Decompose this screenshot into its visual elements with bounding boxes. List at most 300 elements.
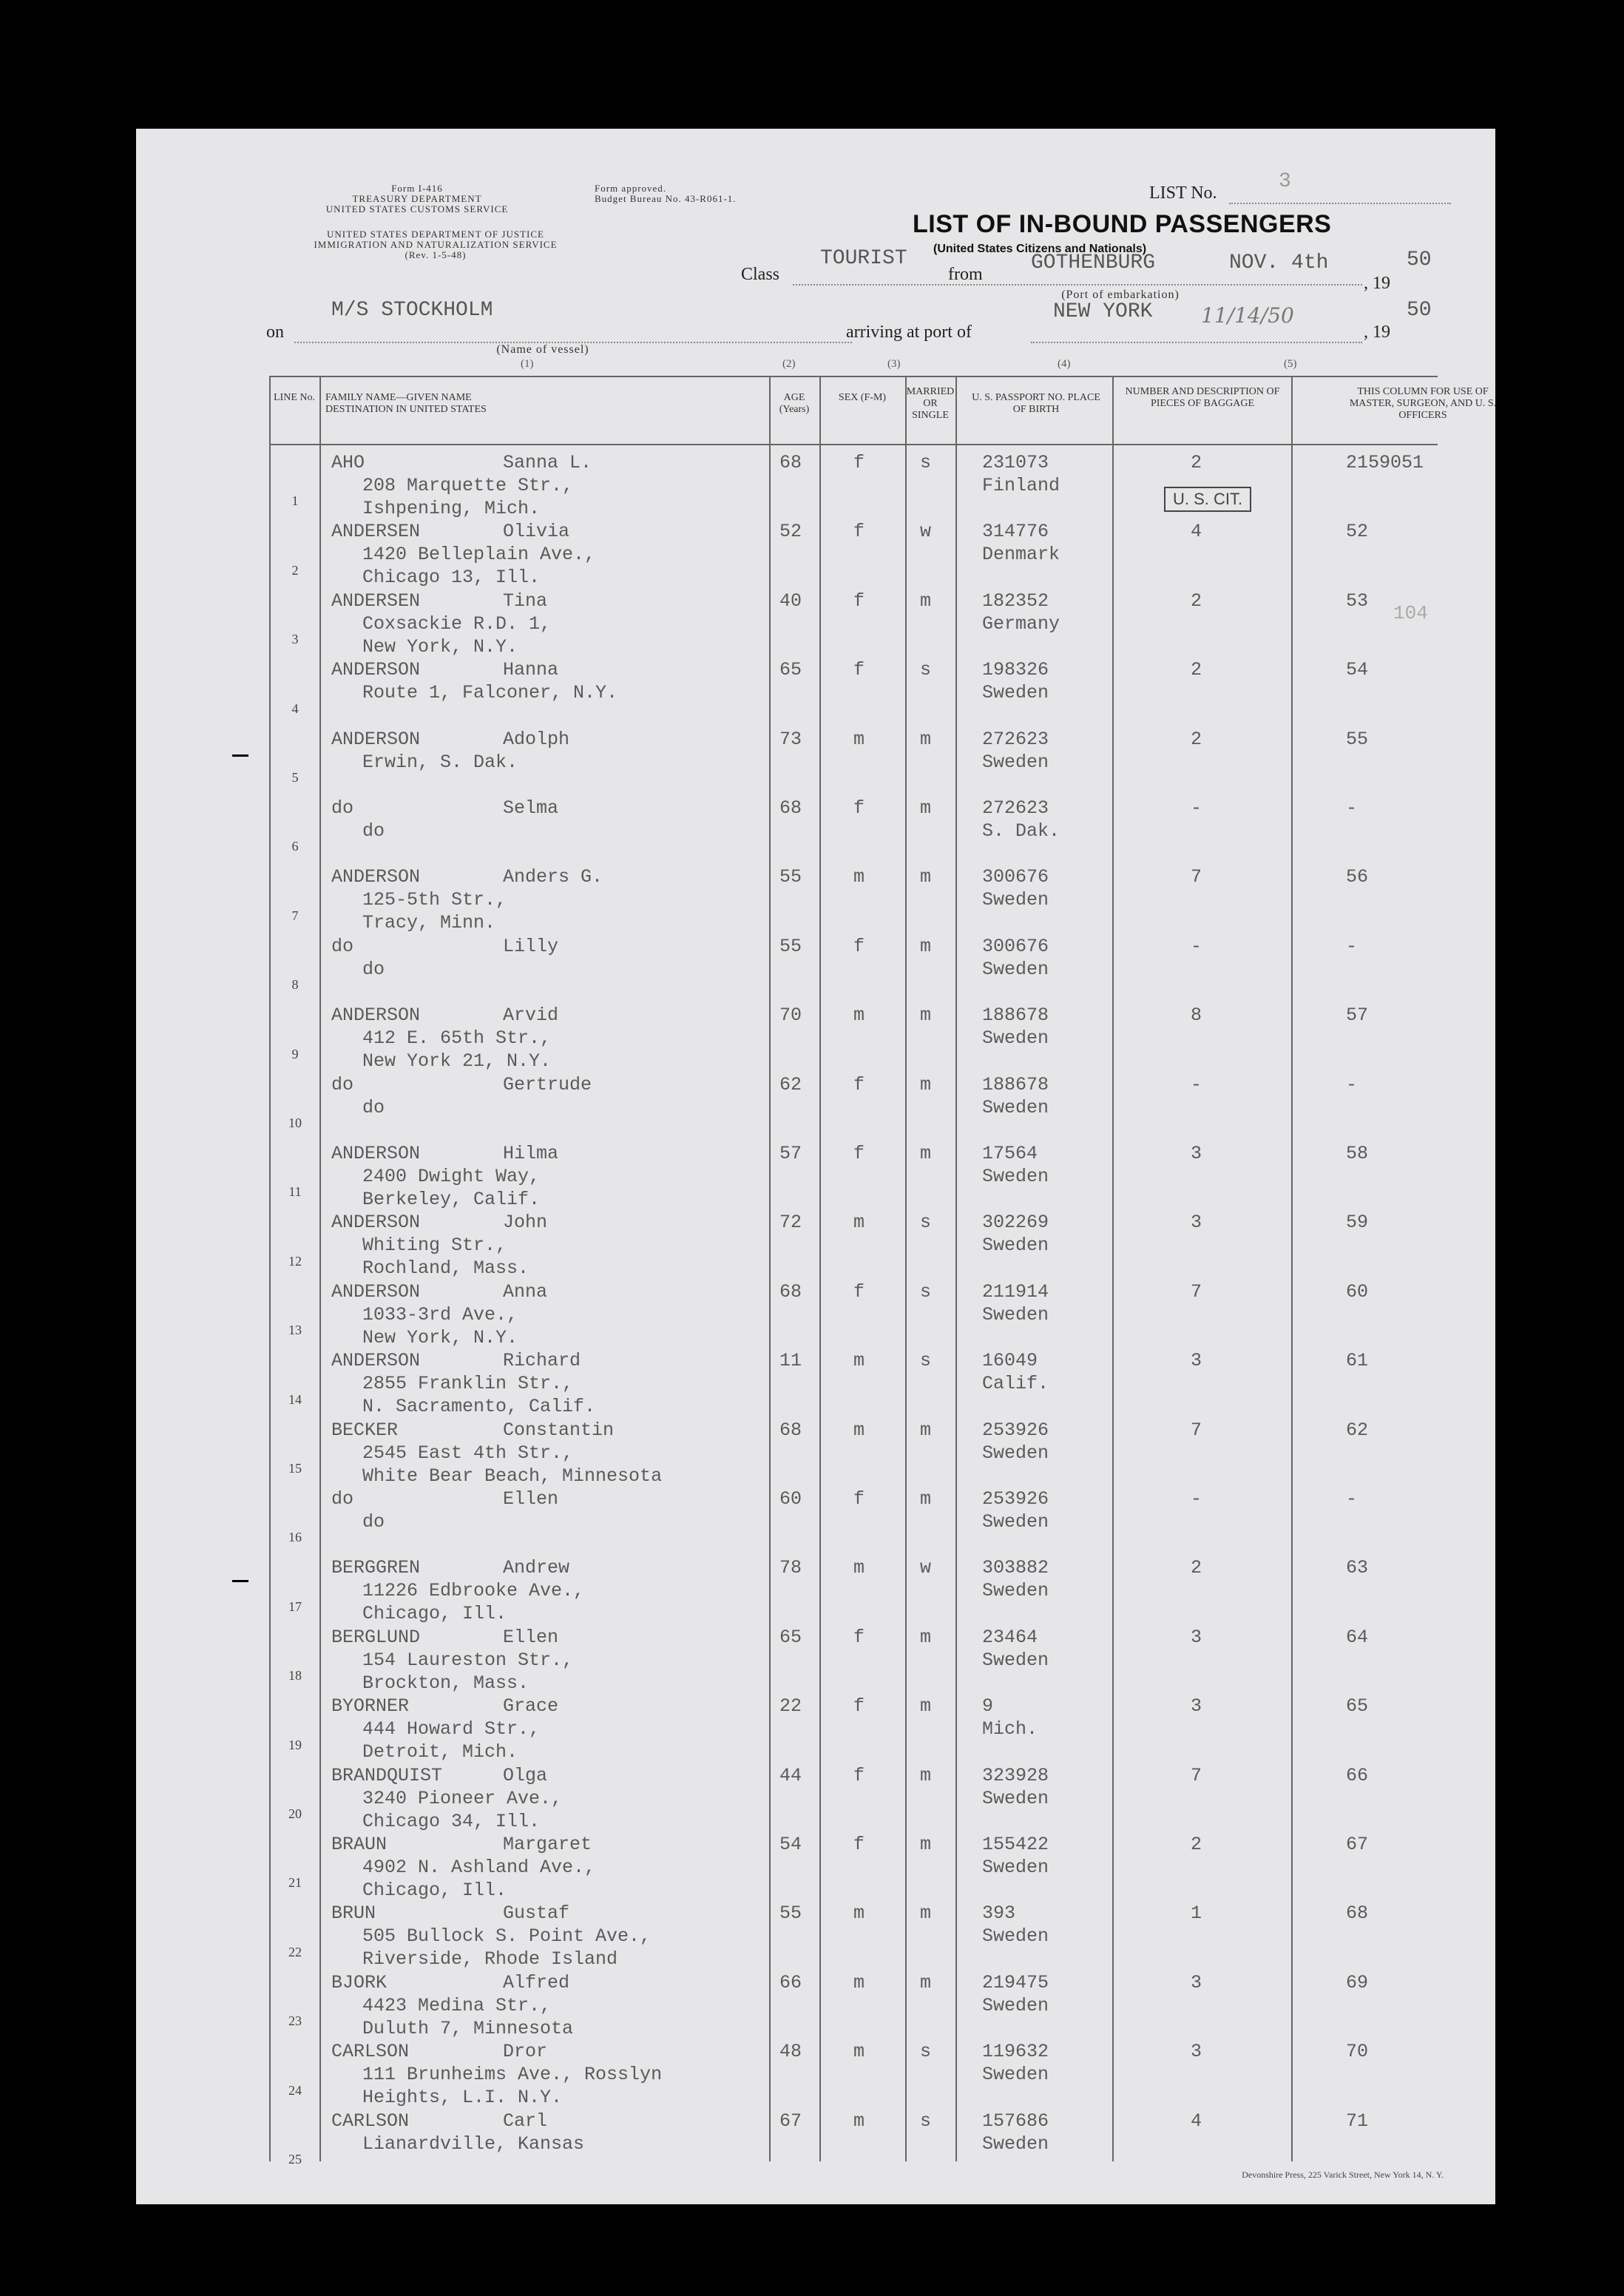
cell-given: Margaret <box>503 1834 592 1855</box>
table-row <box>269 996 1438 1073</box>
cell-dest1: 111 Brunheims Ave., Rosslyn <box>362 2064 663 2086</box>
cell-given: Selma <box>503 797 559 819</box>
cell-dest1: 4423 Medina Str., <box>362 1994 552 2016</box>
line-number: 7 <box>291 908 299 923</box>
cell-given: Olivia <box>503 521 570 543</box>
cell-sex: f <box>853 1626 865 1648</box>
cell-passport: 16049 <box>982 1350 1038 1372</box>
cell-baggage: 7 <box>1191 1280 1202 1303</box>
cell-passport: 182352 <box>982 590 1049 612</box>
cell-family: CARLSON <box>331 2041 410 2063</box>
port-value: NEW YORK <box>1053 300 1153 323</box>
line-number: 20 <box>288 1806 302 1821</box>
cell-birth: Calif. <box>982 1373 1049 1395</box>
cell-given: Richard <box>503 1350 581 1372</box>
line-number: 21 <box>288 1875 302 1891</box>
cell-family: BECKER <box>331 1419 399 1441</box>
list-no-value: 3 <box>1279 170 1291 193</box>
cell-family: do <box>331 935 354 957</box>
cell-age: 55 <box>779 1902 802 1925</box>
cell-age: 40 <box>779 590 802 612</box>
class-label: Class <box>741 265 780 284</box>
cell-family: ANDERSEN <box>331 590 421 612</box>
cell-officer: 60 <box>1346 1280 1369 1303</box>
cell-married: s <box>920 2041 932 2063</box>
cell-birth: Sweden <box>982 1027 1049 1050</box>
cell-given: Ellen <box>503 1488 559 1510</box>
cell-family: BYORNER <box>331 1695 410 1718</box>
table-row <box>269 1894 1438 1971</box>
table-top-rule <box>269 376 1438 377</box>
cell-age: 78 <box>779 1557 802 1579</box>
cell-family: do <box>331 1073 354 1095</box>
cell-family: ANDERSON <box>331 1143 421 1164</box>
cell-family: ANDERSON <box>331 1004 421 1027</box>
cell-given: Adolph <box>503 728 570 750</box>
handwritten-date: 11/14/50 <box>1201 303 1294 328</box>
cell-given: Olga <box>503 1764 548 1786</box>
cell-officer: 63 <box>1346 1557 1369 1579</box>
cell-married: m <box>920 1695 932 1718</box>
cell-birth: Sweden <box>982 2064 1049 2086</box>
cell-passport: 157686 <box>982 2110 1049 2132</box>
cell-given: John <box>503 1212 548 1234</box>
table-row <box>269 1135 1438 1210</box>
cell-officer: 61 <box>1346 1350 1369 1372</box>
line-number: 25 <box>288 2152 302 2167</box>
cell-family: BJORK <box>331 1971 388 1993</box>
cell-officer: 52 <box>1346 521 1369 543</box>
cell-dest1: 444 Howard Str., <box>362 1718 541 1740</box>
line-number: 13 <box>288 1323 302 1338</box>
margin-tick <box>232 754 248 757</box>
table-row <box>269 582 1438 658</box>
line-number: 5 <box>291 770 299 785</box>
cell-married: m <box>920 935 932 957</box>
cell-passport: 17564 <box>982 1143 1038 1164</box>
cell-officer: 67 <box>1346 1834 1369 1855</box>
cell-married: m <box>920 728 932 750</box>
arriving-label: arriving at port of <box>846 323 972 342</box>
cell-birth: Sweden <box>982 2133 1049 2155</box>
cell-married: m <box>920 1488 932 1510</box>
cell-age: 70 <box>779 1004 802 1027</box>
cell-dest1: 2855 Franklin Str., <box>362 1373 574 1395</box>
column-number-3: (3) <box>887 358 901 370</box>
cell-birth: Sweden <box>982 1925 1049 1948</box>
on-label: on <box>266 323 284 342</box>
cell-family: do <box>331 1488 354 1510</box>
cell-officer: 70 <box>1346 2041 1369 2063</box>
cell-sex: f <box>853 1764 865 1786</box>
cell-birth: Sweden <box>982 1787 1049 1809</box>
table-row <box>269 928 1438 996</box>
cell-dest2: Riverside, Rhode Island <box>362 1948 618 1971</box>
cell-dest1: do <box>362 1096 385 1118</box>
cell-birth: Sweden <box>982 1857 1049 1878</box>
cell-dest1: 11226 Edbrooke Ave., <box>362 1580 585 1602</box>
cell-sex: m <box>853 1350 865 1372</box>
ins: IMMIGRATION AND NATURALIZATION SERVICE <box>314 239 558 250</box>
cell-dest1: 2545 East 4th Str., <box>362 1442 574 1464</box>
cell-dest2: Chicago 34, Ill. <box>362 1810 541 1832</box>
list-no-line <box>1229 203 1451 204</box>
cell-married: w <box>920 1557 932 1579</box>
cell-given: Ellen <box>503 1626 559 1648</box>
cell-birth: Sweden <box>982 1649 1049 1671</box>
cell-birth: Sweden <box>982 889 1049 911</box>
cell-dest2: Chicago 13, Ill. <box>362 567 541 589</box>
year-label-2: , 19 <box>1364 323 1390 342</box>
line-number: 14 <box>288 1391 302 1407</box>
cell-family: BERGGREN <box>331 1557 421 1579</box>
cell-dest2: Berkeley, Calif. <box>362 1189 541 1210</box>
cell-birth: Finland <box>982 475 1060 496</box>
cell-dest2: Heights, L.I. N.Y. <box>362 2087 563 2109</box>
cell-passport: 155422 <box>982 1834 1049 1855</box>
cell-baggage: 3 <box>1191 1143 1202 1164</box>
cell-married: s <box>920 1212 932 1234</box>
cell-dest1: 154 Laureston Str., <box>362 1649 574 1671</box>
cell-given: Gertrude <box>503 1073 592 1095</box>
header-line-no: LINE No. <box>274 392 315 403</box>
line-number: 24 <box>288 2082 302 2098</box>
cell-married: m <box>920 1626 932 1648</box>
cell-baggage: 8 <box>1191 1004 1202 1027</box>
cell-age: 52 <box>779 521 802 543</box>
voyage-date: NOV. 4th <box>1229 251 1329 274</box>
cell-sex: f <box>853 1695 865 1718</box>
cell-baggage: 2 <box>1191 1834 1202 1855</box>
cell-age: 72 <box>779 1212 802 1234</box>
cell-officer: 68 <box>1346 1902 1369 1925</box>
cell-married: m <box>920 1834 932 1855</box>
form-approved: Form approved. <box>595 183 667 194</box>
line-number: 2 <box>291 562 299 578</box>
cell-married: m <box>920 1764 932 1786</box>
cell-dest2: Duluth 7, Minnesota <box>362 2017 574 2039</box>
cell-family: BRUN <box>331 1902 376 1925</box>
cell-dest1: Route 1, Falconer, N.Y. <box>362 682 618 704</box>
form-number: Form I-416 <box>391 183 443 194</box>
table-row <box>269 789 1438 858</box>
cell-sex: f <box>853 1143 865 1164</box>
cell-baggage: 4 <box>1191 521 1202 543</box>
cell-given: Constantin <box>503 1419 615 1441</box>
table-row <box>269 513 1438 589</box>
cell-married: m <box>920 866 932 888</box>
cell-married: m <box>920 1902 932 1925</box>
cell-passport: 323928 <box>982 1764 1049 1786</box>
cell-dest1: 412 E. 65th Str., <box>362 1027 552 1050</box>
cell-dest2: Rochland, Mass. <box>362 1257 530 1280</box>
cell-age: 66 <box>779 1971 802 1993</box>
cell-dest2: N. Sacramento, Calif. <box>362 1396 596 1418</box>
cell-given: Andrew <box>503 1557 570 1579</box>
cell-baggage: - <box>1191 935 1202 957</box>
vessel-value: M/S STOCKHOLM <box>331 299 493 322</box>
line-number: 11 <box>288 1184 302 1200</box>
table-row <box>269 1203 1438 1280</box>
cell-baggage: 3 <box>1191 1212 1202 1234</box>
cell-passport: 188678 <box>982 1004 1049 1027</box>
cell-family: ANDERSON <box>331 866 421 888</box>
cell-officer: - <box>1346 935 1358 957</box>
rev-date: (Rev. 1-5-48) <box>405 249 467 260</box>
cell-age: 62 <box>779 1073 802 1095</box>
cell-birth: Sweden <box>982 751 1049 773</box>
port-line <box>1031 342 1362 343</box>
header-married: MARRIED OR SINGLE <box>906 386 955 421</box>
cell-married: m <box>920 1143 932 1164</box>
cell-birth: Mich. <box>982 1718 1038 1740</box>
cell-passport: 314776 <box>982 521 1049 543</box>
cell-dest2: New York 21, N.Y. <box>362 1050 552 1073</box>
cell-passport: 253926 <box>982 1488 1049 1510</box>
cell-given: Gustaf <box>503 1902 570 1925</box>
cell-baggage: - <box>1191 1488 1202 1510</box>
cell-sex: m <box>853 1212 865 1234</box>
table-row <box>269 1687 1438 1763</box>
cell-officer: - <box>1346 1488 1358 1510</box>
cell-family: ANDERSEN <box>331 521 421 543</box>
cell-married: m <box>920 590 932 612</box>
from-label: from <box>948 265 983 284</box>
cell-baggage: 2 <box>1191 728 1202 750</box>
cell-sex: f <box>853 1834 865 1855</box>
cell-baggage: 4 <box>1191 2110 1202 2132</box>
line-number: 4 <box>291 700 299 716</box>
line-number: 8 <box>291 977 299 993</box>
cell-age: 68 <box>779 797 802 819</box>
cell-sex: f <box>853 659 865 681</box>
cell-officer: 69 <box>1346 1971 1369 1993</box>
cell-married: m <box>920 1004 932 1027</box>
port-embark-label: (Port of embarkation) <box>1061 288 1180 301</box>
line-number: 9 <box>291 1046 299 1061</box>
cell-age: 57 <box>779 1143 802 1164</box>
cell-dest1: 208 Marquette Str., <box>362 475 574 496</box>
cell-passport: 272623 <box>982 728 1049 750</box>
cell-dest1: 3240 Pioneer Ave., <box>362 1787 563 1809</box>
line-number: 18 <box>288 1668 302 1684</box>
cell-officer: 56 <box>1346 866 1369 888</box>
margin-tick <box>232 1580 248 1582</box>
cell-dest1: Erwin, S. Dak. <box>362 751 518 773</box>
cell-age: 65 <box>779 659 802 681</box>
cell-age: 60 <box>779 1488 802 1510</box>
cell-baggage: 3 <box>1191 2041 1202 2063</box>
cell-family: ANDERSON <box>331 659 421 681</box>
cell-family: do <box>331 797 354 819</box>
table-row <box>269 1480 1438 1549</box>
cell-sex: m <box>853 1004 865 1027</box>
cell-married: w <box>920 521 932 543</box>
from-value: GOTHENBURG <box>1031 251 1156 274</box>
cell-dest2: Tracy, Minn. <box>362 912 496 934</box>
cell-age: 65 <box>779 1626 802 1648</box>
cell-passport: 300676 <box>982 935 1049 957</box>
year-value-2: 50 <box>1407 299 1432 322</box>
cell-age: 11 <box>779 1350 802 1372</box>
cell-married: s <box>920 659 932 681</box>
cell-dest2: Brockton, Mass. <box>362 1672 530 1694</box>
year-label-1: , 19 <box>1364 274 1390 293</box>
citizen-stamp: U. S. CIT. <box>1164 487 1251 512</box>
cell-family: ANDERSON <box>331 1212 421 1234</box>
cell-baggage: 2 <box>1191 659 1202 681</box>
table-row <box>269 858 1438 934</box>
cell-sex: f <box>853 521 865 543</box>
cell-family: ANDERSON <box>331 728 421 750</box>
line-number: 22 <box>288 1944 302 1959</box>
cell-passport: 393 <box>982 1902 1016 1925</box>
cell-dest2: New York, N.Y. <box>362 1326 518 1348</box>
page-title: LIST OF IN-BOUND PASSENGERS <box>913 210 1332 238</box>
cell-passport: 303882 <box>982 1557 1049 1579</box>
cell-given: Hanna <box>503 659 559 681</box>
cell-officer: 55 <box>1346 728 1369 750</box>
cell-married: s <box>920 2110 932 2132</box>
cell-age: 48 <box>779 2041 802 2063</box>
cell-officer: 66 <box>1346 1764 1369 1786</box>
cell-dest1: Coxsackie R.D. 1, <box>362 612 552 635</box>
cell-baggage: 7 <box>1191 866 1202 888</box>
line-number: 19 <box>288 1737 302 1752</box>
cell-dest1: Whiting Str., <box>362 1235 507 1257</box>
cell-married: s <box>920 1350 932 1372</box>
table-row <box>269 1342 1438 1418</box>
from-line <box>997 284 1362 286</box>
table-row <box>269 1826 1438 1901</box>
header-name: FAMILY NAME—GIVEN NAME DESTINATION IN UNITED STATES <box>325 392 487 415</box>
cell-birth: Denmark <box>982 544 1060 566</box>
cell-dest1: 125-5th Str., <box>362 889 507 911</box>
cell-baggage: 3 <box>1191 1695 1202 1718</box>
cell-sex: m <box>853 1557 865 1579</box>
cell-age: 68 <box>779 1280 802 1303</box>
line-number: 3 <box>291 632 299 647</box>
cell-baggage: 1 <box>1191 1902 1202 1925</box>
cell-sex: f <box>853 797 865 819</box>
cell-dest2: Chicago, Ill. <box>362 1603 507 1625</box>
table-row <box>269 1757 1438 1832</box>
cell-passport: 302269 <box>982 1212 1049 1234</box>
cell-officer: - <box>1346 797 1358 819</box>
cell-sex: f <box>853 1280 865 1303</box>
cell-given: Carl <box>503 2110 548 2132</box>
cell-given: Tina <box>503 590 548 612</box>
cell-sex: m <box>853 866 865 888</box>
cell-baggage: 2 <box>1191 452 1202 473</box>
cell-passport: 211914 <box>982 1280 1049 1303</box>
doj: UNITED STATES DEPARTMENT OF JUSTICE <box>327 229 544 240</box>
cell-baggage: 3 <box>1191 1971 1202 1993</box>
cell-passport: 219475 <box>982 1971 1049 1993</box>
table-row <box>269 1549 1438 1625</box>
cell-birth: Sweden <box>982 1580 1049 1602</box>
cell-officer: 62 <box>1346 1419 1369 1441</box>
printer-footer: Devonshire Press, 225 Varick Street, New York 14, N. Y. <box>1242 2170 1444 2180</box>
margin-note: 104 <box>1393 602 1428 624</box>
cell-sex: m <box>853 1419 865 1441</box>
line-number: 6 <box>291 839 299 854</box>
cell-birth: Sweden <box>982 1303 1049 1326</box>
cell-officer: 53 <box>1346 590 1369 612</box>
cell-birth: Sweden <box>982 1994 1049 2016</box>
cell-dest1: 1420 Belleplain Ave., <box>362 544 596 566</box>
cell-passport: 272623 <box>982 797 1049 819</box>
cell-married: m <box>920 1073 932 1095</box>
cell-passport: 119632 <box>982 2041 1049 2063</box>
cell-birth: Sweden <box>982 1166 1049 1187</box>
cell-officer: - <box>1346 1073 1358 1095</box>
year-value-1: 50 <box>1407 249 1432 271</box>
table-row <box>269 2102 1438 2171</box>
cell-dest2: New York, N.Y. <box>362 635 518 658</box>
cell-baggage: - <box>1191 1073 1202 1095</box>
header-age: AGE (Years) <box>779 392 810 415</box>
passenger-table <box>269 376 1497 2167</box>
page-subtitle: (United States Citizens and Nationals) <box>933 243 1147 255</box>
cell-age: 44 <box>779 1764 802 1786</box>
cell-married: s <box>920 1280 932 1303</box>
cell-age: 54 <box>779 1834 802 1855</box>
header-officers: THIS COLUMN FOR USE OF MASTER, SURGEON, AND U. S. OFFICERS <box>1349 386 1497 421</box>
cell-age: 68 <box>779 452 802 473</box>
line-number: 10 <box>288 1115 302 1130</box>
table-row <box>269 1411 1438 1487</box>
cell-dest1: 1033-3rd Ave., <box>362 1303 518 1326</box>
cell-officer: 54 <box>1346 659 1369 681</box>
cell-married: m <box>920 797 932 819</box>
cell-birth: Sweden <box>982 1235 1049 1257</box>
cell-sex: m <box>853 728 865 750</box>
cell-officer: 64 <box>1346 1626 1369 1648</box>
cell-dest1: do <box>362 958 385 980</box>
cell-sex: f <box>853 1073 865 1095</box>
cell-sex: f <box>853 1488 865 1510</box>
cell-married: s <box>920 452 932 473</box>
table-row <box>269 651 1438 720</box>
cell-officer: 58 <box>1346 1143 1369 1164</box>
cell-sex: f <box>853 590 865 612</box>
cell-passport: 300676 <box>982 866 1049 888</box>
table-row <box>269 720 1438 789</box>
cell-passport: 188678 <box>982 1073 1049 1095</box>
table-row <box>269 2033 1438 2109</box>
cell-sex: m <box>853 2110 865 2132</box>
cell-dest2: Detroit, Mich. <box>362 1741 518 1763</box>
cell-birth: S. Dak. <box>982 820 1060 842</box>
line-number: 12 <box>288 1253 302 1269</box>
cell-baggage: 7 <box>1191 1419 1202 1441</box>
cell-family: CARLSON <box>331 2110 410 2132</box>
cell-officer: 65 <box>1346 1695 1369 1718</box>
cell-age: 73 <box>779 728 802 750</box>
cell-sex: m <box>853 2041 865 2063</box>
cell-given: Anna <box>503 1280 548 1303</box>
cell-officer: 57 <box>1346 1004 1369 1027</box>
cell-sex: f <box>853 935 865 957</box>
cell-dest1: 4902 N. Ashland Ave., <box>362 1857 596 1878</box>
cell-birth: Sweden <box>982 682 1049 704</box>
column-number-4: (4) <box>1058 358 1071 370</box>
cell-officer: 71 <box>1346 2110 1369 2132</box>
cell-given: Grace <box>503 1695 559 1718</box>
cell-officer: 59 <box>1346 1212 1369 1234</box>
cell-baggage: 3 <box>1191 1350 1202 1372</box>
